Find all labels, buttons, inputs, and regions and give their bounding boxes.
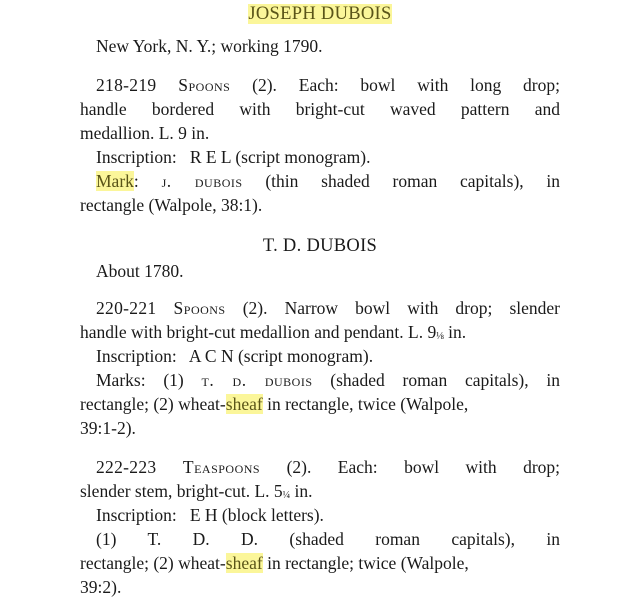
marks-text: rectangle; (2) wheat- <box>80 553 226 573</box>
search-highlight: sheaf <box>225 553 263 573</box>
mark-colon: : <box>133 171 139 191</box>
maker-heading-joseph-dubois <box>80 2 560 26</box>
entry-220-221-line-1 <box>96 296 560 320</box>
catalog-numbers: 218-219 <box>96 75 157 95</box>
item-type: Spoons <box>178 75 231 95</box>
marks-line-2 <box>80 392 468 416</box>
marks-label: Marks: <box>96 370 146 390</box>
mark-name: j. dubois <box>161 171 243 191</box>
description-text: slender stem, bright-cut. L. 5 <box>80 481 283 501</box>
inscription-text: R E L (script monogram). <box>189 147 371 167</box>
marks-text: in rectangle, twice (Walpole, <box>262 394 469 414</box>
inscription-line <box>96 503 324 527</box>
description-text: Each: bowl with drop; <box>337 457 561 477</box>
length-unit: in. <box>290 481 313 501</box>
catalog-numbers: 220-221 <box>96 298 157 318</box>
marks-description: (shaded roman capitals), in <box>330 370 561 390</box>
length-unit: in. <box>443 322 467 342</box>
mark-name: t. d. dubois <box>201 370 313 390</box>
description-text: handle with bright-cut medallion and pendant. L. 9 <box>80 322 437 342</box>
inscription-line <box>96 145 370 169</box>
mark-description: (thin shaded roman capitals), in <box>265 171 561 191</box>
entry-220-221-line-2 <box>80 320 466 344</box>
description-text: Narrow bowl with drop; slender <box>284 298 560 318</box>
item-count: (2). <box>286 457 312 477</box>
marks-text: in rectangle; twice (Walpole, <box>262 553 469 573</box>
entry-218-219-line-1 <box>96 73 560 97</box>
entry-222-223-line-2 <box>80 479 313 503</box>
length-fraction: ¼ <box>282 490 291 501</box>
item-count: (2). <box>252 75 277 95</box>
inscription-label: Inscription: <box>96 147 177 167</box>
inscription-label: Inscription: <box>96 505 177 525</box>
item-type: Teaspoons <box>182 457 261 477</box>
search-highlight: JOSEPH DUBOIS <box>248 4 392 24</box>
description-text: Each: bowl with long drop; <box>298 75 560 95</box>
marks-line-3: 39:1-2). <box>80 418 136 438</box>
mark-line-1 <box>96 169 560 193</box>
search-highlight: Mark <box>96 171 134 191</box>
marks-prefix: (1) <box>163 370 184 390</box>
entry-218-219-line-2: handle bordered with bright-cut waved pattern and <box>80 99 560 119</box>
length-fraction: ⅛ <box>436 331 444 342</box>
inscription-text: E H (block letters). <box>189 505 324 525</box>
catalog-numbers: 222-223 <box>96 457 157 477</box>
maker-location: New York, N. Y.; working 1790. <box>96 36 323 56</box>
entry-218-219-line-3: medallion. L. 9 in. <box>80 123 210 143</box>
marks-line-1 <box>96 368 560 392</box>
inscription-line <box>96 344 373 368</box>
marks-text: rectangle; (2) wheat- <box>80 394 226 414</box>
entry-222-223-line-1 <box>96 455 560 479</box>
marks-line-3: 39:2). <box>80 577 122 597</box>
marks-line-1: (1) T. D. D. (shaded roman capitals), in <box>96 529 560 549</box>
mark-line-2: rectangle (Walpole, 38:1). <box>80 195 263 215</box>
maker-heading-td-dubois: T. D. DUBOIS <box>262 236 378 256</box>
search-highlight: sheaf <box>225 394 263 414</box>
inscription-text: A C N (script monogram). <box>188 346 374 366</box>
marks-line-2 <box>80 551 469 575</box>
inscription-label: Inscription: <box>96 346 177 366</box>
item-type: Spoons <box>173 298 226 318</box>
maker-date: About 1780. <box>96 261 184 281</box>
item-count: (2). <box>242 298 268 318</box>
